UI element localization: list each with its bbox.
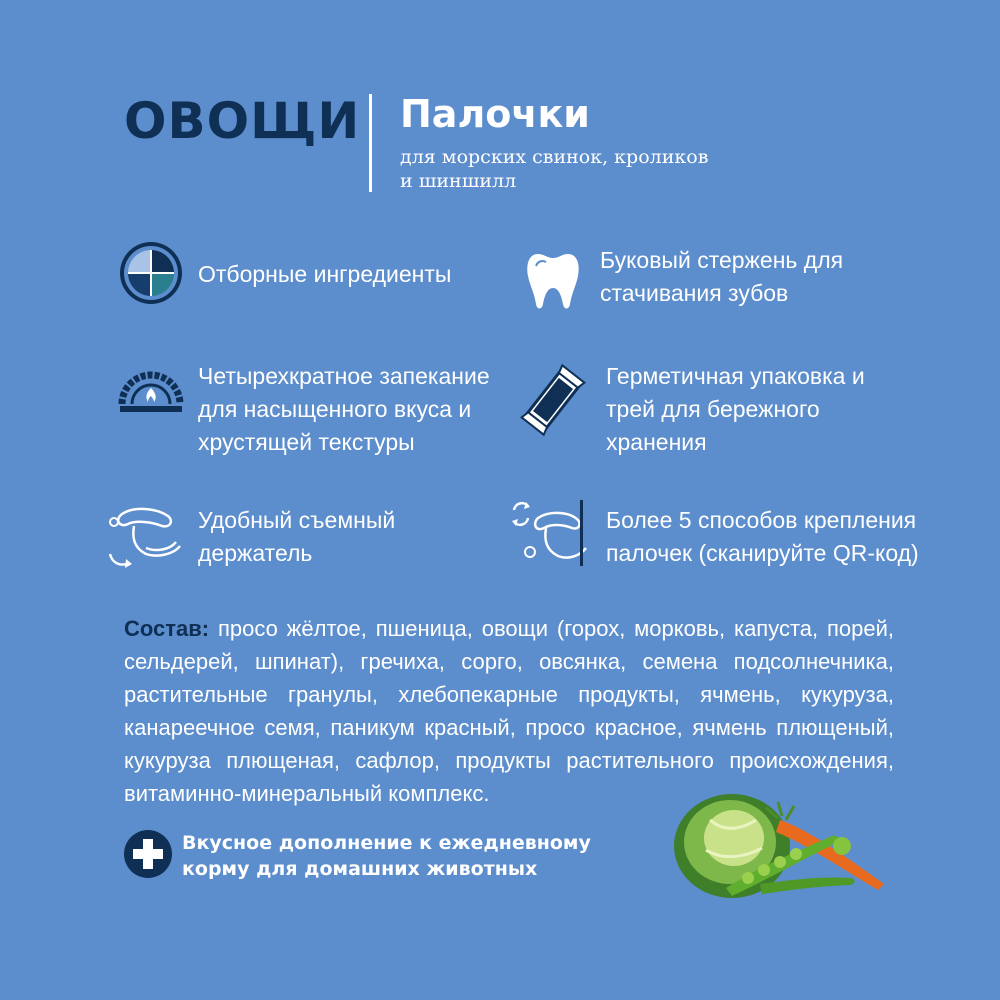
composition-label: Состав: <box>124 616 210 641</box>
feature-label: Герметичная упаковка и <box>606 363 865 389</box>
brand-name: ОВОЩИ <box>124 92 361 150</box>
feature-label: Четырехкратное запекание <box>198 363 490 389</box>
bonus-line: Вкусное дополнение к ежедневному <box>182 832 591 854</box>
feature-holder <box>104 504 395 574</box>
feature-package <box>520 362 865 459</box>
product-title: Палочки <box>400 92 590 136</box>
feature-beech-core <box>520 248 843 314</box>
header-divider <box>369 94 372 192</box>
oven-icon <box>118 362 184 428</box>
feature-label: хранения <box>606 429 707 455</box>
feature-label: палочек (сканируйте QR-код) <box>606 540 919 566</box>
feature-ingredients <box>118 240 451 306</box>
sealed-package-icon <box>520 362 586 438</box>
feature-mounting <box>510 496 919 570</box>
subtitle-line: и шиншилл <box>400 170 517 192</box>
bonus-text <box>182 830 662 882</box>
feature-label: трей для бережного <box>606 396 820 422</box>
vegetables-illustration <box>670 780 900 910</box>
feature-label: стачивания зубов <box>600 280 789 306</box>
bonus-line: корму для домашних животных <box>182 858 538 880</box>
product-subtitle <box>400 145 820 193</box>
feature-label: Буковый стержень для <box>600 247 844 273</box>
mounting-options-icon <box>510 496 596 570</box>
feature-baking <box>118 362 490 459</box>
plus-icon <box>124 830 172 878</box>
tooth-icon <box>520 248 586 314</box>
quality-ingredients-icon <box>118 240 184 306</box>
subtitle-line: для морских свинок, кроликов <box>400 146 709 168</box>
composition-ingredients: просо жёлтое, пшеница, овощи (горох, морковь, капуста, порей, сельдерей, шпинат), гречиха, сорго, овсянка, семена подсолнечника, растительные гранулы, хлебопекарные продукты, ячмень, кукуруза, канареечное семя, паникум красный, просо красное, ячмень плющеный, кукуруза плющеная, сафлор, продукты растительного происхождения, витаминно-минеральный комплекс. <box>124 616 894 806</box>
feature-label: хрустящей текстуры <box>198 429 415 455</box>
feature-label: Более 5 способов крепления <box>606 507 917 533</box>
feature-label: держатель <box>198 540 313 566</box>
plus-badge <box>124 830 172 878</box>
feature-label: для насыщенного вкуса и <box>198 396 472 422</box>
feature-label: Удобный съемный <box>198 507 396 533</box>
removable-holder-icon <box>104 504 188 574</box>
feature-label: Отборные ингредиенты <box>198 261 452 287</box>
